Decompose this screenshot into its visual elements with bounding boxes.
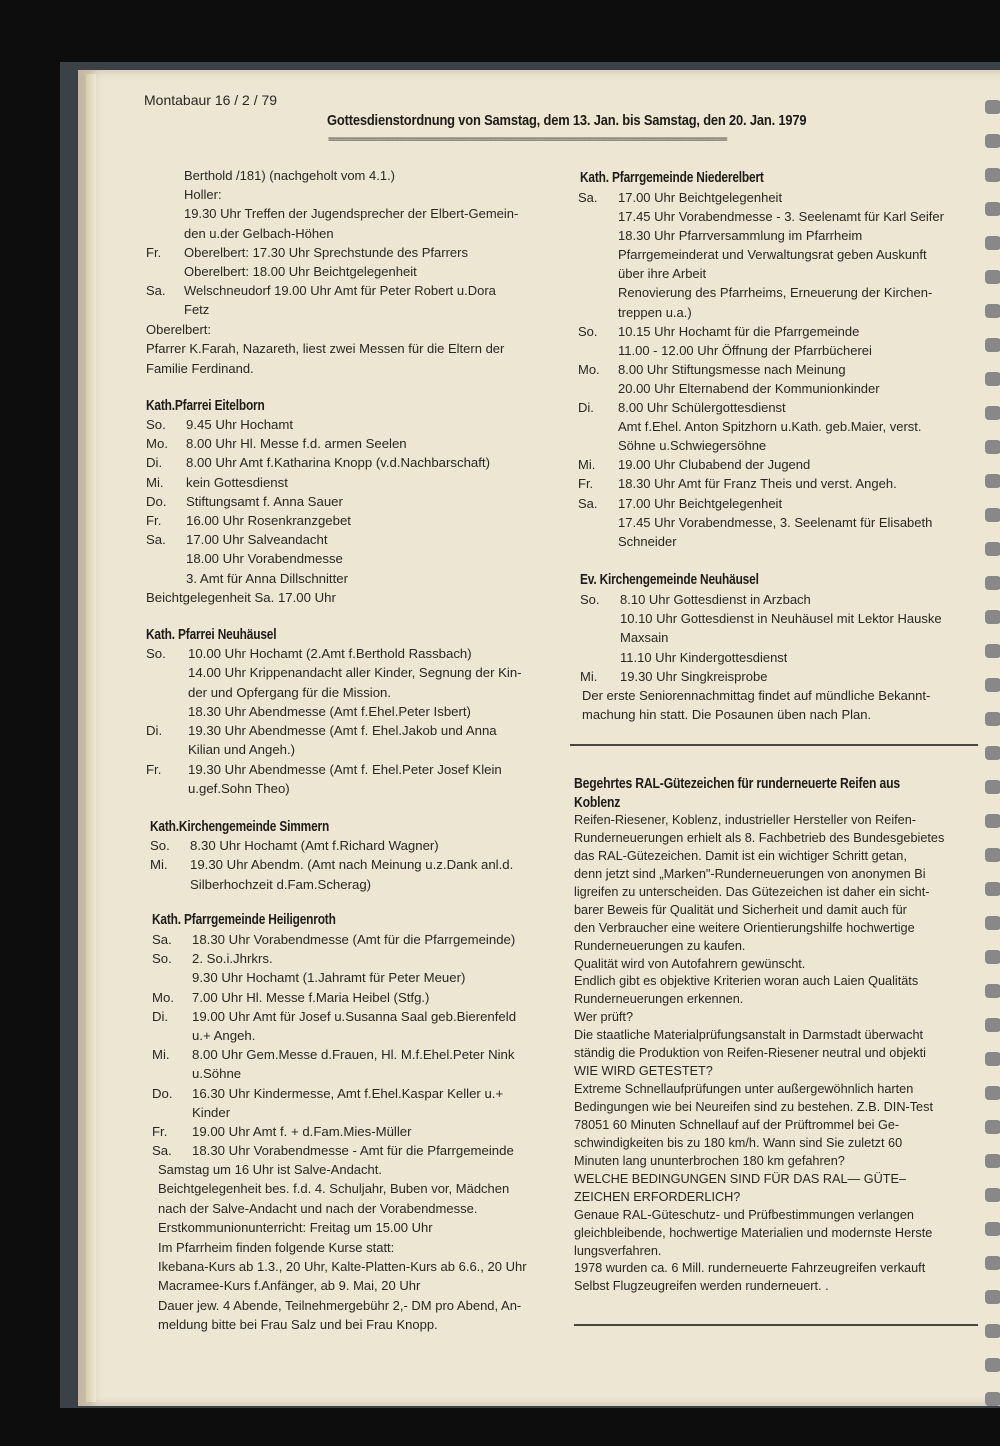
article-line: denn jetzt sind „Marken"-Runderneuerungen von anonymen Bi bbox=[574, 866, 926, 881]
article-body bbox=[574, 813, 944, 1297]
section-heading-ev-neuhaeusel: Ev. Kirchengemeinde Neuhäusel bbox=[580, 572, 759, 588]
day-label: Fr. bbox=[146, 761, 162, 777]
section-heading-heiligenroth: Kath. Pfarrgemeinde Heiligenroth bbox=[152, 912, 336, 928]
article-line: 78051 60 Minuten Schnellauf auf der Prüftrommel bei Ge- bbox=[574, 1117, 900, 1132]
binding-ring bbox=[985, 304, 1000, 318]
binding-ring bbox=[985, 270, 1000, 284]
binding-ring bbox=[985, 916, 1000, 930]
day-label: Sa. bbox=[152, 932, 172, 947]
binding-ring bbox=[985, 678, 1000, 692]
article-line: Bedingungen wie bei Neureifen sind zu bestehen. Z.B. DIN-Test bbox=[574, 1100, 933, 1114]
article-line: barer Beweis für Qualität und Sicherheit und damit auch für bbox=[574, 902, 907, 917]
entry-text: Schneider bbox=[618, 533, 677, 549]
binding-ring bbox=[985, 984, 1000, 998]
entry-text: 19.30 Uhr Abendmesse (Amt f. Ehel.Jakob und Anna bbox=[188, 723, 497, 739]
entry-text: 8.00 Uhr Gem.Messe d.Frauen, Hl. M.f.Ehel.Peter Nink bbox=[192, 1047, 515, 1063]
text-line: Samstag um 16 Uhr ist Salve-Andacht. bbox=[158, 1162, 382, 1177]
entry-text: 17.00 Uhr Salveandacht bbox=[186, 532, 328, 548]
entry-text: u.+ Angeh. bbox=[192, 1027, 256, 1043]
day-label: So. bbox=[146, 417, 166, 432]
entry-text: der und Opfergang für die Mission. bbox=[188, 684, 392, 700]
entry-text: den u.der Gelbach-Höhen bbox=[184, 225, 334, 241]
day-label: Sa. bbox=[146, 532, 166, 548]
day-label: Fr. bbox=[146, 512, 162, 528]
day-label: Sa. bbox=[578, 190, 598, 205]
binding-ring bbox=[985, 610, 1000, 624]
binding-ring bbox=[985, 1120, 1000, 1134]
entry-text: 10.15 Uhr Hochamt für die Pfarrgemeinde bbox=[618, 323, 860, 339]
binding-ring bbox=[985, 202, 1000, 216]
title-underline: ================================================================================= bbox=[328, 134, 727, 145]
binding-ring bbox=[985, 372, 1000, 386]
entry-text: 10.00 Uhr Hochamt (2.Amt f.Berthold Rassbach) bbox=[188, 646, 472, 661]
binding-ring bbox=[985, 1154, 1000, 1168]
text-line: Ikebana-Kurs ab 1.3., 20 Uhr, Kalte-Platten-Kurs ab 6.6., 20 Uhr bbox=[158, 1258, 527, 1274]
text-line: Pfarrer K.Farah, Nazareth, liest zwei Messen für die Eltern der bbox=[146, 341, 505, 357]
binding-ring bbox=[985, 406, 1000, 420]
place-date: Montabaur 16 / 2 / 79 bbox=[144, 92, 278, 108]
binding-ring bbox=[985, 780, 1000, 794]
text-line: meldung bitte bei Frau Salz und bei Frau Knopp. bbox=[158, 1317, 438, 1333]
day-label: Fr. bbox=[152, 1123, 168, 1139]
entry-text: 11.00 - 12.00 Uhr Öffnung der Pfarrbücherei bbox=[618, 342, 872, 358]
day-label: So. bbox=[150, 838, 170, 853]
entry-text: 8.10 Uhr Gottesdienst in Arzbach bbox=[620, 592, 811, 607]
entry-text: über ihre Arbeit bbox=[618, 266, 707, 282]
entry-text: 19.00 Uhr Clubabend der Jugend bbox=[618, 457, 811, 473]
entry-text: 9.30 Uhr Hochamt (1.Jahramt für Peter Meuer) bbox=[192, 970, 466, 986]
article-line: ligreifen zu unterscheiden. Das Gütezeichen ist daher ein sicht- bbox=[574, 884, 930, 899]
entry-text: 8.30 Uhr Hochamt (Amt f.Richard Wagner) bbox=[190, 838, 439, 853]
binding-ring bbox=[985, 1086, 1000, 1100]
entry-text: 18.30 Uhr Vorabendmesse - Amt für die Pfarrgemeinde bbox=[192, 1143, 514, 1159]
entry-text: 8.00 Uhr Amt f.Katharina Knopp (v.d.Nachbarschaft) bbox=[186, 455, 490, 471]
day-label: Mo. bbox=[578, 361, 600, 377]
day-label: Sa. bbox=[578, 495, 598, 511]
day-label: Mo. bbox=[146, 436, 168, 452]
article-line: Die staatliche Materialprüfungsanstalt in Darmstadt überwacht bbox=[574, 1028, 924, 1043]
entry-text: 2. So.i.Jhrkrs. bbox=[192, 951, 273, 967]
day-label: Fr. bbox=[578, 476, 594, 492]
entry-text: treppen u.a.) bbox=[618, 304, 692, 320]
article-line: Minuten lang ununterbrochen 180 km gefahren? bbox=[574, 1153, 845, 1168]
day-label: Di. bbox=[146, 455, 163, 471]
binding-ring bbox=[985, 100, 1000, 114]
section-heading-niederelbert: Kath. Pfarrgemeinde Niederelbert bbox=[580, 170, 764, 186]
article-heading bbox=[574, 776, 962, 813]
entry-text: 18.30 Uhr Pfarrversammlung im Pfarrheim bbox=[618, 228, 863, 244]
article-line: Runderneuerungen zu kaufen. bbox=[574, 938, 746, 953]
entry-text: 19.30 Uhr Treffen der Jugendsprecher der Elbert-Gemein- bbox=[184, 206, 519, 222]
binding-ring bbox=[985, 1324, 1000, 1338]
entry-text: 17.00 Uhr Beichtgelegenheit bbox=[618, 495, 783, 511]
text-line: Im Pfarrheim finden folgende Kurse statt: bbox=[158, 1239, 395, 1255]
entry-text: 18.30 Uhr Abendmesse (Amt f.Ehel.Peter Isbert) bbox=[188, 703, 471, 719]
entry-text: Berthold /181) (nachgeholt vom 4.1.) bbox=[184, 168, 396, 183]
entry-text: 20.00 Uhr Elternabend der Kommunionkinder bbox=[618, 380, 880, 396]
article-heading-line: Begehrtes RAL-Gütezeichen für runderneuerte Reifen aus bbox=[574, 776, 900, 792]
day-label: So. bbox=[152, 951, 172, 967]
binding-ring bbox=[985, 134, 1000, 148]
day-label: Mi. bbox=[150, 857, 168, 873]
binding-ring bbox=[985, 1290, 1000, 1304]
entry-text: 8.00 Uhr Hl. Messe f.d. armen Seelen bbox=[186, 436, 407, 452]
article-line: 1978 wurden ca. 6 Mill. runderneuerte Fahrzeugreifen verkauft bbox=[574, 1261, 926, 1276]
ev-neuhaeusel-notes bbox=[582, 688, 930, 726]
article-heading-line: Koblenz bbox=[574, 794, 621, 811]
article-line: Wer prüft? bbox=[574, 1010, 633, 1025]
column-divider-bottom bbox=[574, 1324, 978, 1326]
article-line: ständig die Produktion von Reifen-Riesener neutral und objekti bbox=[574, 1046, 926, 1061]
binding-ring bbox=[985, 576, 1000, 590]
entry-text: 17.45 Uhr Vorabendmesse, 3. Seelenamt für Elisabeth bbox=[618, 514, 933, 530]
binding-ring bbox=[985, 950, 1000, 964]
binding-ring bbox=[985, 814, 1000, 828]
entry-text: 7.00 Uhr Hl. Messe f.Maria Heibel (Stfg.) bbox=[192, 989, 430, 1005]
text-line: Macramee-Kurs f.Anfänger, ab 9. Mai, 20 Uhr bbox=[158, 1278, 421, 1294]
day-label: Di. bbox=[146, 723, 163, 739]
text-line: Erstkommunionunterricht: Freitag um 15.00 Uhr bbox=[158, 1220, 433, 1236]
day-label: Mo. bbox=[152, 989, 174, 1005]
binding-ring bbox=[985, 882, 1000, 896]
day-label: Sa. bbox=[152, 1143, 172, 1159]
binding-ring bbox=[985, 1358, 1000, 1372]
entry-text: u.Söhne bbox=[192, 1066, 242, 1082]
section-heading-simmern: Kath.Kirchengemeinde Simmern bbox=[150, 819, 330, 835]
article-line: gleichbleibende, hochwertige Materialien und modernste Herste bbox=[574, 1225, 933, 1240]
text-line: Dauer jew. 4 Abende, Teilnehmergebühr 2,- DM pro Abend, An- bbox=[158, 1297, 522, 1313]
binding-ring bbox=[985, 542, 1000, 556]
entry-text: 11.10 Uhr Kindergottesdienst bbox=[620, 649, 788, 665]
binding-ring bbox=[985, 1188, 1000, 1202]
entry-text: Amt f.Ehel. Anton Spitzhorn u.Kath. geb.Maier, verst. bbox=[618, 419, 922, 435]
entry-text: 14.00 Uhr Krippenandacht aller Kinder, Segnung der Kin- bbox=[188, 665, 522, 681]
entry-text: 19.30 Uhr Abendm. (Amt nach Meinung u.z.Dank anl.d. bbox=[190, 857, 514, 873]
column-divider-top bbox=[570, 744, 978, 746]
article-line: den Verbraucher eine weitere Orientierungshilfe hochwertige bbox=[574, 920, 915, 935]
article-line: Qualität wird von Autofahrern gewünscht. bbox=[574, 956, 806, 971]
text-line: Der erste Seniorennachmittag findet auf mündliche Bekannt- bbox=[582, 688, 931, 703]
eitelborn-footer: Beichtgelegenheit Sa. 17.00 Uhr bbox=[146, 590, 336, 605]
entry-text: 3. Amt für Anna Dillschnitter bbox=[186, 570, 348, 586]
binding-ring bbox=[985, 474, 1000, 488]
entry-text: 18.30 Uhr Vorabendmesse (Amt für die Pfarrgemeinde) bbox=[192, 932, 516, 947]
heiligenroth-notes bbox=[158, 1162, 527, 1337]
entry-text: 19.00 Uhr Amt f. + d.Fam.Mies-Müller bbox=[192, 1123, 412, 1139]
day-label: Fr. bbox=[146, 244, 162, 260]
section-heading-eitelborn: Kath.Pfarrei Eitelborn bbox=[146, 398, 265, 414]
entry-text: Oberelbert: 18.00 Uhr Beichtgelegenheit bbox=[184, 263, 417, 279]
binding-ring bbox=[985, 236, 1000, 250]
binding-ring bbox=[985, 338, 1000, 352]
entry-text: Söhne u.Schwiegersöhne bbox=[618, 438, 767, 454]
text-line: Oberelbert: bbox=[146, 322, 212, 337]
binding-ring bbox=[985, 746, 1000, 760]
entry-text: 8.00 Uhr Stiftungsmesse nach Meinung bbox=[618, 361, 846, 377]
entry-text: Holler: bbox=[184, 187, 222, 203]
binding-ring bbox=[985, 1256, 1000, 1270]
entry-text: 16.30 Uhr Kindermesse, Amt f.Ehel.Kaspar Keller u.+ bbox=[192, 1085, 504, 1101]
article-line: lungsverfahren. bbox=[574, 1243, 662, 1258]
entry-text: 18.00 Uhr Vorabendmesse bbox=[186, 551, 343, 567]
day-label: Do. bbox=[146, 493, 167, 509]
binding-ring bbox=[985, 1392, 1000, 1406]
entry-text: 19.30 Uhr Abendmesse (Amt f. Ehel.Peter Josef Klein bbox=[188, 761, 502, 777]
entry-text: Stiftungsamt f. Anna Sauer bbox=[186, 493, 343, 509]
entry-text: Kilian und Angeh.) bbox=[188, 742, 296, 758]
text-line: nach der Salve-Andacht und nach der Vorabendmesse. bbox=[158, 1200, 478, 1216]
entry-text: 17.00 Uhr Beichtgelegenheit bbox=[618, 190, 783, 205]
page-edge bbox=[86, 74, 96, 1402]
section-heading-neuhaeusel: Kath. Pfarrei Neuhäusel bbox=[146, 627, 277, 643]
binding-ring bbox=[985, 1018, 1000, 1032]
entry-text: 19.00 Uhr Amt für Josef u.Susanna Saal geb.Bierenfeld bbox=[192, 1008, 517, 1024]
entry-text: Kinder bbox=[192, 1104, 231, 1120]
article-line: Selbst Flugzeugreifen werden runderneuert. . bbox=[574, 1279, 829, 1294]
day-label: So. bbox=[578, 323, 598, 339]
day-label: Di. bbox=[152, 1008, 169, 1024]
binding-ring bbox=[985, 508, 1000, 522]
day-label: Di. bbox=[578, 400, 594, 416]
entry-text: 18.30 Uhr Amt für Franz Theis und verst. Angeh. bbox=[618, 476, 897, 492]
day-label: So. bbox=[146, 646, 166, 661]
entry-text: Oberelbert: 17.30 Uhr Sprechstunde des Pfarrers bbox=[184, 244, 468, 260]
article-line: schwindigkeiten bis zu 180 km/h. Wann sind Sie zuletzt 60 bbox=[574, 1135, 903, 1150]
day-label: Mi. bbox=[152, 1047, 170, 1063]
entry-text: u.gef.Sohn Theo) bbox=[188, 781, 290, 797]
entry-text: Welschneudorf 19.00 Uhr Amt für Peter Robert u.Dora bbox=[184, 283, 496, 299]
article-line: Reifen-Riesener, Koblenz, industrieller Hersteller von Reifen- bbox=[574, 813, 917, 827]
binding-ring bbox=[985, 644, 1000, 658]
page-title: Gottesdienstordnung von Samstag, dem 13. Jan. bis Samstag, den 20. Jan. 1979 bbox=[327, 112, 807, 129]
entry-text: 16.00 Uhr Rosenkranzgebet bbox=[186, 512, 351, 528]
day-label: So. bbox=[580, 592, 600, 607]
entry-text: Renovierung des Pfarrheims, Erneuerung der Kirchen- bbox=[618, 285, 933, 301]
binding-ring bbox=[985, 848, 1000, 862]
binding-ring bbox=[985, 168, 1000, 182]
article-line: WELCHE BEDINGUNGEN SIND FÜR DAS RAL— GÜTE– bbox=[574, 1171, 907, 1186]
entry-text: 10.10 Uhr Gottesdienst in Neuhäusel mit Lektor Hauske bbox=[620, 611, 942, 627]
article-line: Extreme Schnellaufprüfungen unter außergewöhnlich harten bbox=[574, 1082, 914, 1097]
entry-text: kein Gottesdienst bbox=[186, 474, 288, 490]
entry-text: 19.30 Uhr Singkreisprobe bbox=[620, 668, 768, 684]
day-label: Mi. bbox=[580, 668, 598, 684]
binding-ring bbox=[985, 1222, 1000, 1236]
entry-text: Fetz bbox=[184, 302, 210, 318]
day-label: Mi. bbox=[578, 457, 596, 473]
article-line: Runderneuerungen erkennen. bbox=[574, 992, 744, 1007]
entry-text: 8.00 Uhr Schülergottesdienst bbox=[618, 400, 786, 416]
text-line: Familie Ferdinand. bbox=[146, 360, 254, 376]
article-line: Runderneuerungen erhielt als 8. Fachbetrieb des Bundesgebietes bbox=[574, 830, 945, 845]
entry-text: Silberhochzeit d.Fam.Scherag) bbox=[190, 876, 372, 892]
day-label: Sa. bbox=[146, 283, 166, 299]
entry-text: 9.45 Uhr Hochamt bbox=[186, 417, 294, 432]
article-line: das RAL-Gütezeichen. Damit ist ein wichtiger Schritt getan, bbox=[574, 848, 907, 863]
entry-text: 17.45 Uhr Vorabendmesse - 3. Seelenamt für Karl Seifer bbox=[618, 209, 944, 225]
binding-ring bbox=[985, 712, 1000, 726]
day-label: Do. bbox=[152, 1085, 173, 1101]
oberelbert-note bbox=[146, 322, 504, 380]
binding-ring bbox=[985, 440, 1000, 454]
article-line: ZEICHEN ERFORDERLICH? bbox=[574, 1189, 741, 1204]
article-line: Endlich gibt es objektive Kriterien woran auch Laien Qualitäts bbox=[574, 974, 919, 989]
article-line: WIE WIRD GETESTET? bbox=[574, 1064, 713, 1079]
entry-text: Pfarrgemeinderat und Verwaltungsrat geben Auskunft bbox=[618, 247, 927, 263]
text-line: Beichtgelegenheit bes. f.d. 4. Schuljahr, Buben vor, Mädchen bbox=[158, 1181, 510, 1197]
text-line: machung hin statt. Die Posaunen üben nach Plan. bbox=[582, 707, 872, 722]
article-line: Genaue RAL-Güteschutz- und Prüfbestimmungen verlangen bbox=[574, 1207, 914, 1222]
day-label: Mi. bbox=[146, 474, 164, 490]
binding-ring bbox=[985, 1052, 1000, 1066]
entry-text: Maxsain bbox=[620, 630, 669, 646]
